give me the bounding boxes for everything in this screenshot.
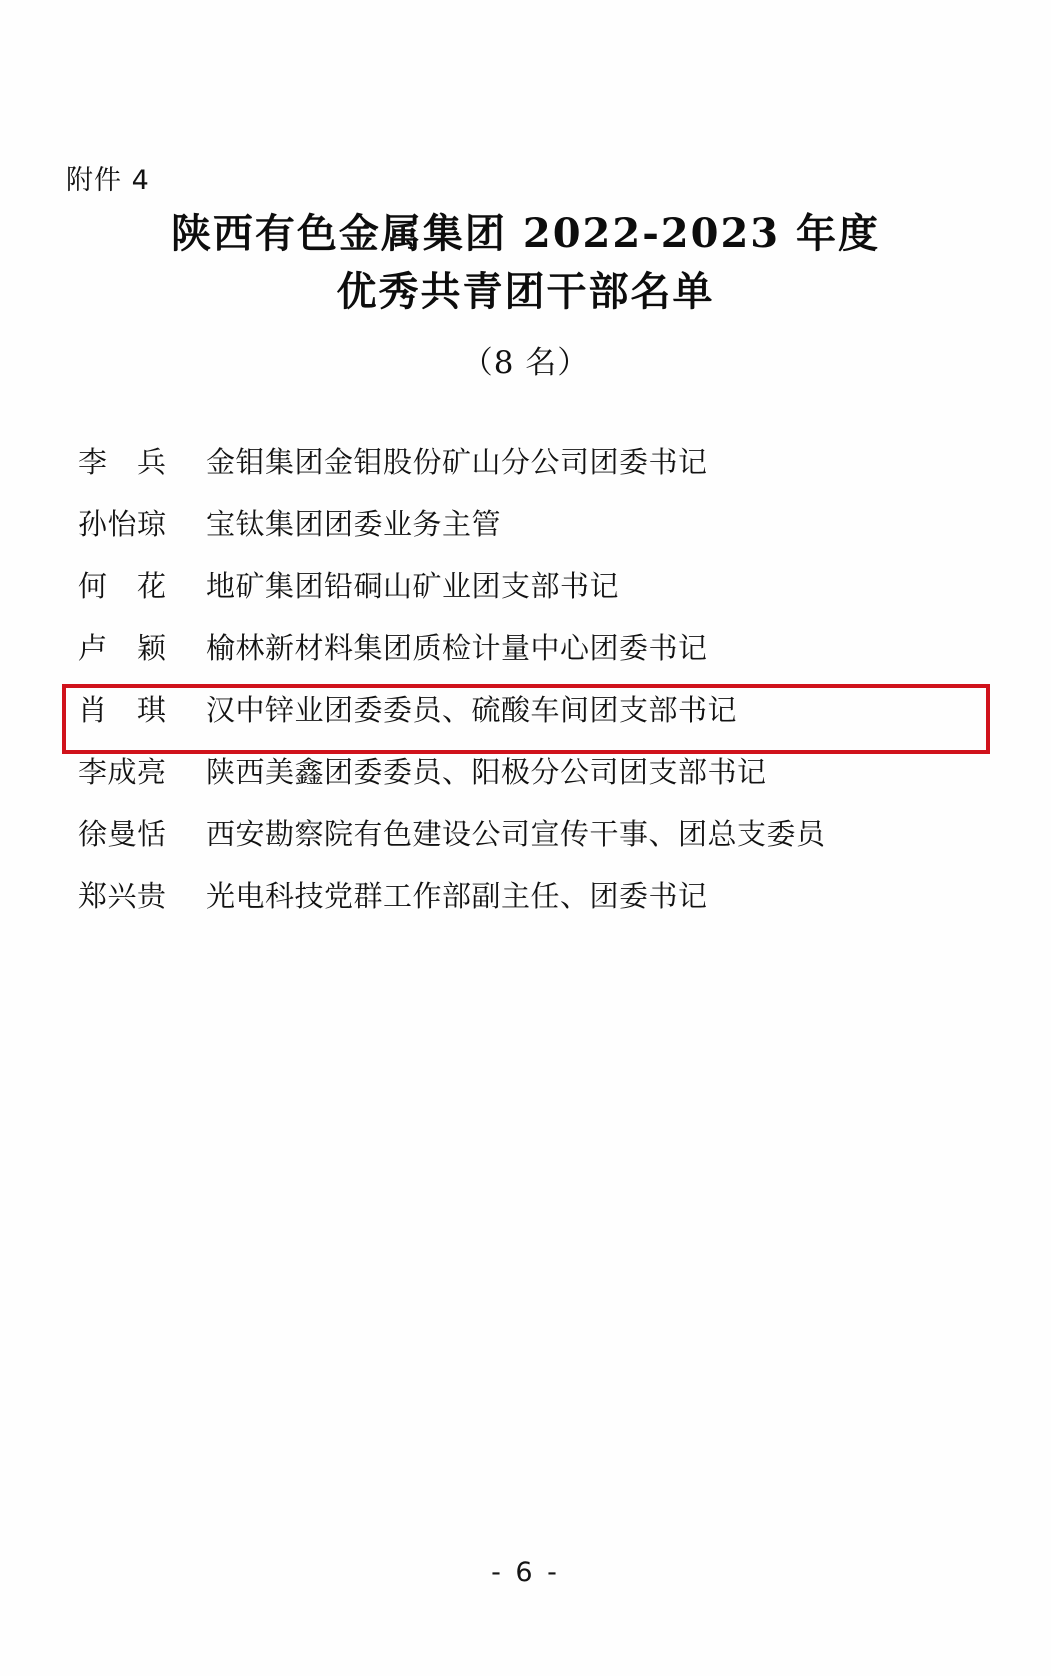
page-title <box>0 205 1051 382</box>
list-item <box>66 750 986 812</box>
person-role: 西安勘察院有色建设公司宣传干事、团总支委员 <box>206 817 826 851</box>
person-role: 地矿集团铅硐山矿业团支部书记 <box>206 569 620 603</box>
honoree-list <box>66 440 986 936</box>
title-subtitle-count: （8 名） <box>461 345 590 381</box>
person-name: 卢 颖 <box>78 631 167 665</box>
title-line-2: 优秀共青团干部名单 <box>336 268 715 315</box>
person-name: 何 花 <box>78 569 167 603</box>
list-item <box>66 440 986 502</box>
list-item <box>66 812 986 874</box>
person-role: 榆林新材料集团质检计量中心团委书记 <box>206 631 708 665</box>
page-number: - 6 - <box>491 1557 560 1588</box>
person-role: 陕西美鑫团委委员、阳极分公司团支部书记 <box>206 755 767 789</box>
person-name: 李 兵 <box>78 445 167 479</box>
person-name: 李成亮 <box>78 755 167 789</box>
person-role: 光电科技党群工作部副主任、团委书记 <box>206 879 708 913</box>
person-role: 金钼集团金钼股份矿山分公司团委书记 <box>206 445 708 479</box>
list-item <box>66 626 986 688</box>
person-name: 肖 琪 <box>78 693 167 727</box>
person-name: 徐曼恬 <box>78 817 167 851</box>
list-item-highlighted <box>66 688 986 750</box>
person-role: 汉中锌业团委委员、硫酸车间团支部书记 <box>206 693 738 727</box>
person-name: 郑兴贵 <box>78 879 167 913</box>
title-line-1: 陕西有色金属集团 2022-2023 年度 <box>170 210 881 257</box>
person-role: 宝钛集团团委业务主管 <box>206 507 502 541</box>
list-item <box>66 874 986 936</box>
list-item <box>66 502 986 564</box>
person-name: 孙怡琼 <box>78 507 167 541</box>
attachment-label: 附件 4 <box>66 165 150 196</box>
list-item <box>66 564 986 626</box>
